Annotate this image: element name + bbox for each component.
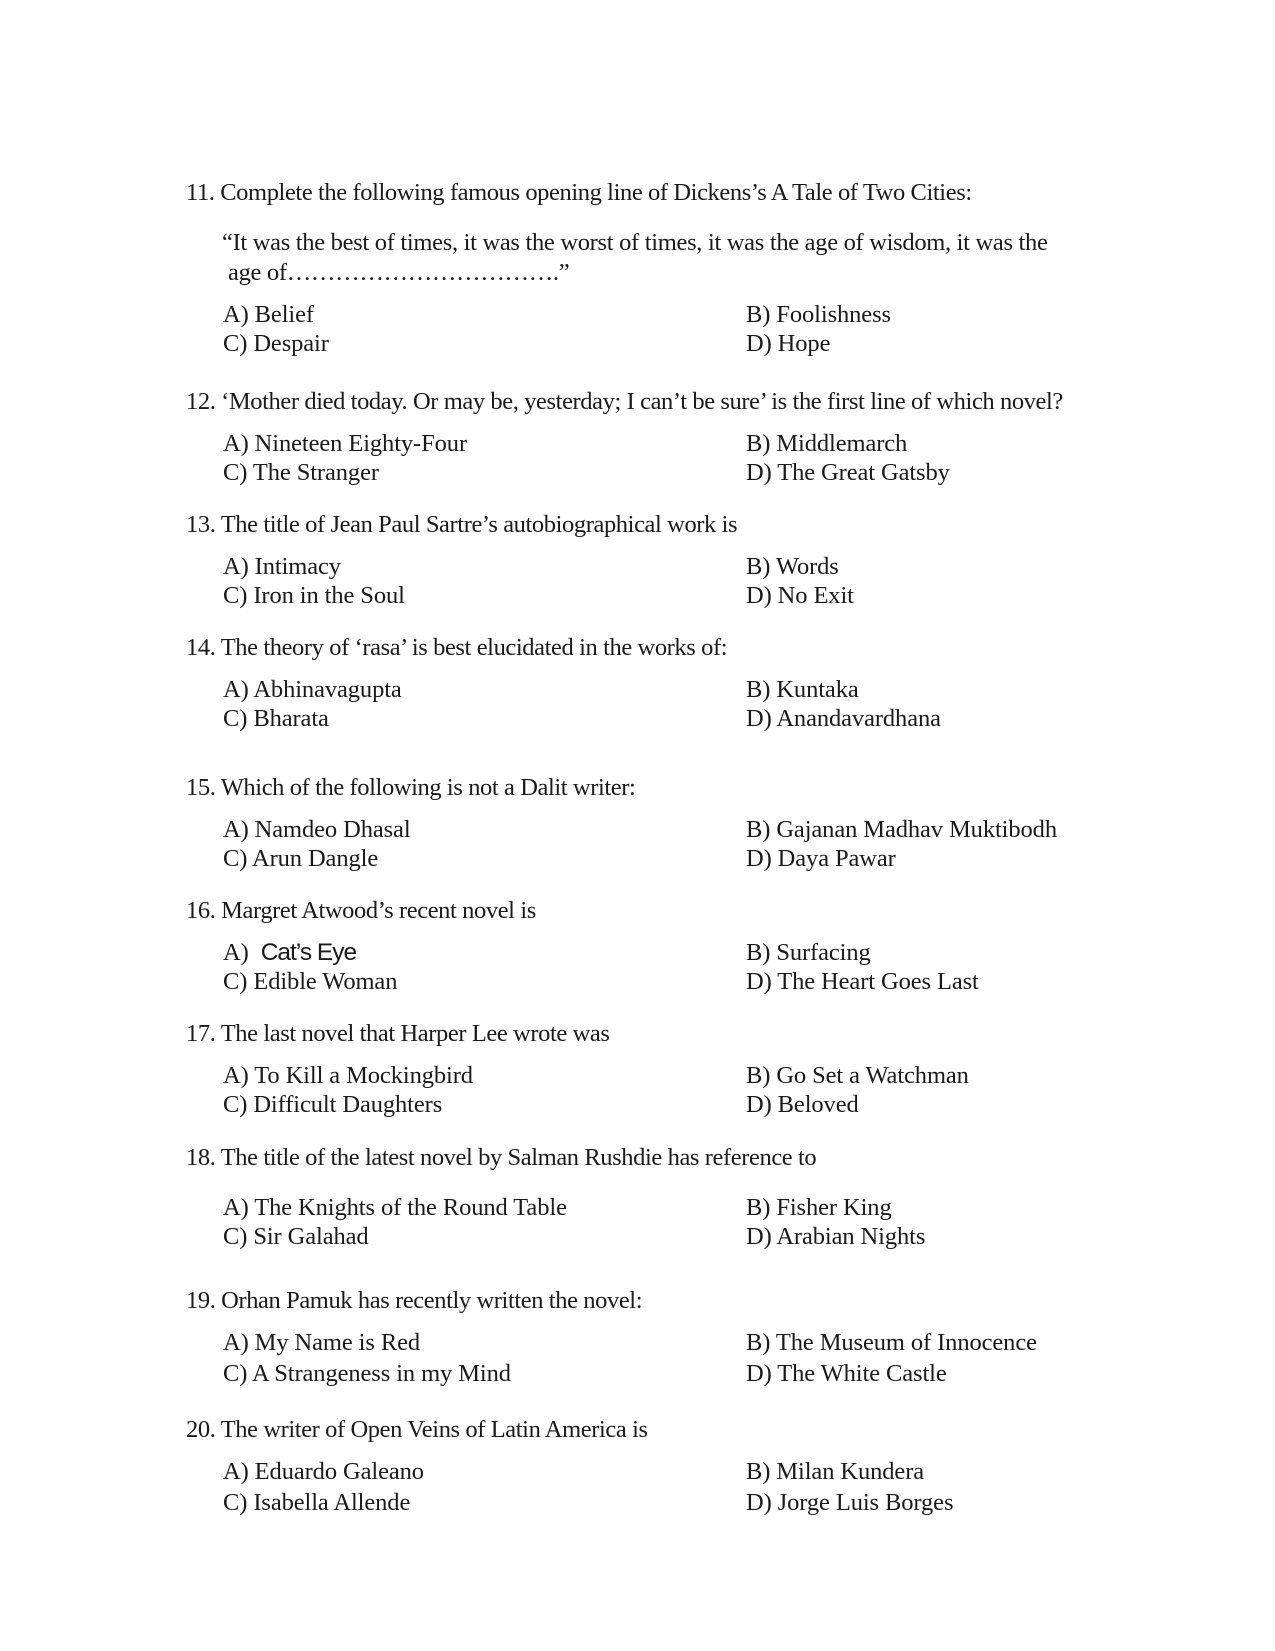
option-a: A) The Knights of the Round Table	[223, 1194, 567, 1221]
option-a: A) Abhinavagupta	[223, 676, 402, 703]
question-20	[186, 1415, 1146, 1515]
option-c: C) Bharata	[223, 705, 329, 732]
option-b: B) Gajanan Madhav Muktibodh	[746, 816, 1057, 843]
option-c: C) Arun Dangle	[223, 845, 379, 872]
option-b: B) Words	[746, 553, 839, 580]
option-prefix: A)	[223, 939, 261, 966]
option-c: C) Difficult Daughters	[223, 1091, 443, 1118]
answer-options	[223, 1328, 1146, 1386]
question-stem: 12. ‘Mother died today. Or may be, yesterday; I can’t be sure’ is the first line of which novel?	[186, 388, 1063, 415]
question-12	[186, 387, 1146, 487]
question-13	[186, 510, 1146, 610]
option-d: D) Daya Pawar	[746, 845, 896, 872]
question-stem: 19. Orhan Pamuk has recently written the novel:	[186, 1287, 643, 1314]
answer-options	[223, 675, 1146, 733]
option-c: C) Edible Woman	[223, 968, 398, 995]
question-11	[186, 178, 1146, 358]
question-19	[186, 1286, 1146, 1386]
question-18	[186, 1143, 1146, 1251]
question-stem: 15. Which of the following is not a Dalit writer:	[186, 774, 636, 801]
option-b: B) Milan Kundera	[746, 1458, 925, 1485]
option-title: Cat’s Eye	[260, 939, 357, 966]
option-b: B) Kuntaka	[746, 676, 859, 703]
answer-options	[223, 1061, 1146, 1119]
option-d: D) Hope	[746, 330, 831, 357]
answer-options	[223, 552, 1146, 610]
question-stem: 16. Margret Atwood’s recent novel is	[186, 897, 536, 924]
answer-options	[223, 429, 1146, 487]
option-b: B) Go Set a Watchman	[746, 1062, 969, 1089]
option-a: A) Nineteen Eighty-Four	[223, 430, 468, 457]
option-d: D) Anandavardhana	[746, 705, 941, 732]
answer-options	[223, 938, 1146, 996]
option-a: A) Namdeo Dhasal	[223, 816, 411, 843]
option-d: D) Arabian Nights	[746, 1223, 926, 1250]
option-b: B) Foolishness	[746, 301, 891, 328]
option-a: A) Intimacy	[223, 553, 341, 580]
option-d: D) No Exit	[746, 582, 854, 609]
question-17	[186, 1019, 1146, 1119]
option-a	[223, 938, 356, 967]
option-c: C) The Stranger	[223, 459, 379, 486]
option-c: C) Sir Galahad	[223, 1223, 369, 1250]
option-a: A) Belief	[223, 301, 314, 328]
question-stem: 14. The theory of ‘rasa’ is best elucidated in the works of:	[186, 634, 728, 661]
answer-options	[223, 300, 1146, 358]
option-d: D) Jorge Luis Borges	[746, 1489, 954, 1516]
question-stem: 17. The last novel that Harper Lee wrote was	[186, 1020, 610, 1047]
option-d: D) Beloved	[746, 1091, 859, 1118]
option-d: D) The Heart Goes Last	[746, 968, 979, 995]
option-c: C) A Strangeness in my Mind	[223, 1360, 511, 1387]
question-quote	[222, 228, 1102, 288]
question-14	[186, 633, 1146, 733]
question-15	[186, 773, 1146, 873]
option-c: C) Isabella Allende	[223, 1489, 411, 1516]
option-d: D) The Great Gatsby	[746, 459, 950, 486]
question-stem: 18. The title of the latest novel by Salman Rushdie has reference to	[186, 1144, 817, 1171]
option-b: B) Surfacing	[746, 939, 871, 966]
question-16	[186, 896, 1146, 996]
option-b: B) The Museum of Innocence	[746, 1329, 1037, 1356]
question-stem: 20. The writer of Open Veins of Latin America is	[186, 1416, 648, 1443]
answer-options	[223, 1457, 1146, 1515]
answer-options	[223, 815, 1146, 873]
quote-line: “It was the best of times, it was the worst of times, it was the age of wisdom, it was the	[222, 229, 1048, 256]
option-a: A) Eduardo Galeano	[223, 1458, 424, 1485]
option-d: D) The White Castle	[746, 1360, 947, 1387]
option-b: B) Fisher King	[746, 1194, 892, 1221]
option-b: B) Middlemarch	[746, 430, 908, 457]
option-c: C) Iron in the Soul	[223, 582, 405, 609]
option-a: A) My Name is Red	[223, 1329, 420, 1356]
question-stem: 13. The title of Jean Paul Sartre’s autobiographical work is	[186, 511, 738, 538]
question-stem: 11. Complete the following famous opening line of Dickens’s A Tale of Two Cities:	[186, 179, 972, 206]
option-a: A) To Kill a Mockingbird	[223, 1062, 473, 1089]
quote-line: age of…………………………….”	[228, 259, 570, 286]
option-c: C) Despair	[223, 330, 329, 357]
answer-options	[223, 1193, 1146, 1251]
